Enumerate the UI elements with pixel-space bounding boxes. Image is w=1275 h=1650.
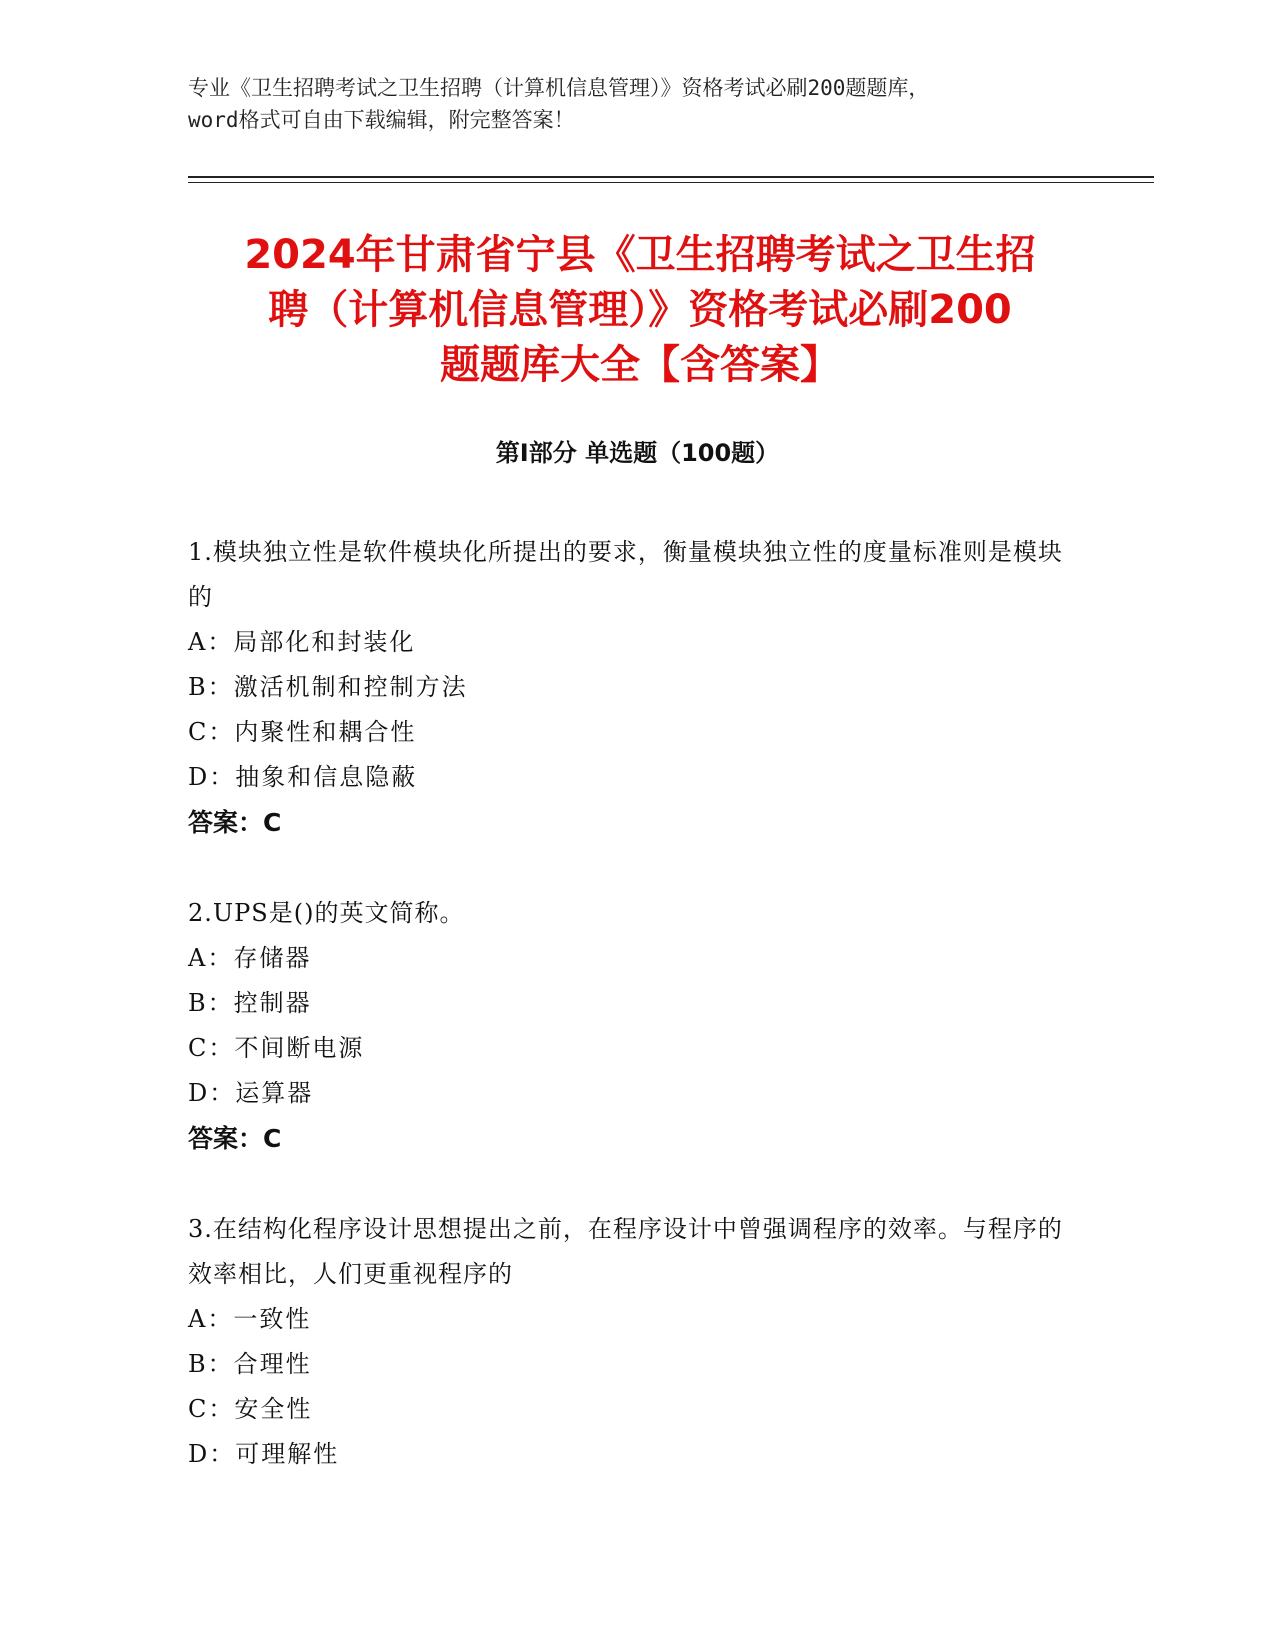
option-key: D： [188, 1079, 236, 1107]
option-text: 存储器 [233, 944, 312, 972]
option-key: C： [188, 1034, 235, 1062]
option-text: 不间断电源 [234, 1034, 365, 1062]
option-key: B： [188, 673, 234, 701]
option-key: B： [188, 989, 234, 1017]
question-stem: 1.模块独立性是软件模块化所提出的要求，衡量模块独立性的度量标准则是模块的 [188, 538, 1063, 611]
option-key: A： [188, 944, 234, 972]
answer-line: 答案：C [188, 1124, 282, 1153]
option-text: 可理解性 [235, 1440, 340, 1468]
answer-line: 答案：C [188, 808, 282, 837]
option-c [188, 1387, 1068, 1432]
header-divider-thin [188, 182, 1154, 183]
option-b [188, 1342, 1068, 1387]
option-text: 激活机制和控制方法 [233, 673, 468, 701]
option-text: 控制器 [233, 989, 312, 1017]
option-d [188, 1432, 1068, 1477]
question-1 [188, 530, 1068, 845]
option-key: D： [188, 1440, 236, 1468]
option-c [188, 710, 1068, 755]
option-text: 合理性 [233, 1350, 312, 1378]
option-text: 一致性 [233, 1305, 312, 1333]
option-text: 内聚性和耦合性 [234, 718, 417, 746]
option-key: C： [188, 718, 235, 746]
option-d [188, 755, 1068, 800]
option-text: 安全性 [234, 1395, 313, 1423]
option-key: C： [188, 1395, 235, 1423]
option-text: 抽象和信息隐蔽 [235, 763, 418, 791]
question-2 [188, 891, 1068, 1161]
option-key: D： [188, 763, 236, 791]
option-b [188, 665, 1068, 710]
option-c [188, 1026, 1068, 1071]
option-key: A： [188, 628, 234, 656]
option-a [188, 936, 1068, 981]
document-title-line-1: 2024年甘肃省宁县《卫生招聘考试之卫生招 [244, 232, 1036, 278]
document-title-line-2: 聘（计算机信息管理）》资格考试必刷200 [268, 287, 1012, 333]
question-stem: 2.UPS是()的英文简称。 [188, 899, 465, 927]
option-key: A： [188, 1305, 234, 1333]
question-stem: 3.在结构化程序设计思想提出之前，在程序设计中曾强调程序的效率。与程序的效率相比，人们更重视程序的 [188, 1215, 1063, 1288]
header-note [188, 72, 1098, 136]
option-key: B： [188, 1350, 234, 1378]
option-text: 局部化和封装化 [233, 628, 416, 656]
option-b [188, 981, 1068, 1026]
header-note-line-2: word格式可自由下载编辑，附完整答案！ [188, 108, 575, 132]
header-note-line-1: 专业《卫生招聘考试之卫生招聘（计算机信息管理）》资格考试必刷200题题库， [188, 76, 930, 100]
question-list [188, 530, 1068, 1523]
document-title [150, 228, 1130, 393]
question-3 [188, 1207, 1068, 1477]
section-title: 第I部分 单选题（100题） [495, 439, 780, 467]
document-title-line-3: 题题库大全【含答案】 [440, 342, 840, 388]
option-d [188, 1071, 1068, 1116]
option-a [188, 1297, 1068, 1342]
header-divider-thick [188, 176, 1154, 178]
option-a [188, 620, 1068, 665]
option-text: 运算器 [235, 1079, 314, 1107]
